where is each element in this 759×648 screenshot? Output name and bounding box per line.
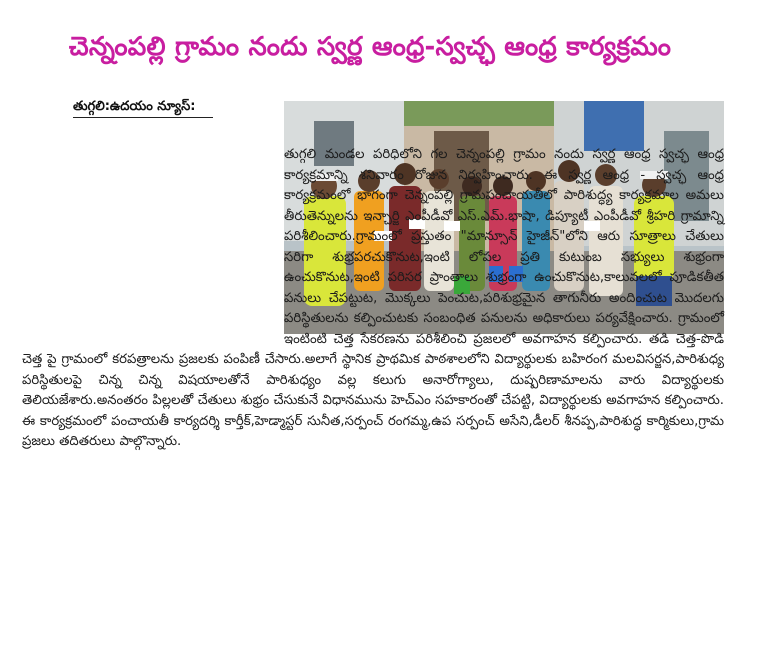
- photo-wrap-space: [22, 145, 276, 335]
- article-text: తుగ్గలి మండల పరిధిలోని గల చెన్నంపల్లి గ్రామం నందు స్వర్ణ ఆంధ్ర స్వచ్ఛ ఆంధ్ర కార్యక్రమాన్ని శనివారం రోజున నిర్వహించారు. ఈ స్వర్ణ ఆంధ్ర - స్వచ్ఛ ఆంధ్ర కార్యక్రమంలో భాగంగా చెన్నంపల్లి గ్రామపంచాయతీలో పారిశుద్ధ్య కార్యక్రమాల అమలు తీరుతెన్నులను ఇన్చార్జి ఎంపీడీవో ఎస్.ఎమ్.భాషా, డిప్యూటీ ఎంపీడీవో శ్రీహరి గ్రామాన్ని పరిశీలించారు.గ్రామంలో ప్రస్తుతం "మాన్సూన్ హైజీన్"లోని ఆరు సూత్రాలు చేతులు సరిగా శుభ్రపరచుకొనుట,ఇంటి లోపల ప్రతి కుటుంబ సభ్యులు శుభ్రంగా ఉంచుకొనుట,ఇంటి పరిసర ప్రాంతాలు శుభ్రంగా ఉంచుకొనుట,కాలువలలో పూడికతీత పనులు చేపట్టుట, మొక్కలు పెంచుట,పరిశుభ్రమైన తాగునీరు అందించుట మొదలగు పరిస్థితులను కల్పించుటకు సంబంధిత పనులను అధికారులు పర్యవేక్షించారు. గ్రామంలో ఇంటింటి చెత్త సేకరణను పరిశీలించి ప్రజలలో అవగాహన కల్పించారు. తడి చెత్త-పొడి చెత్త పై గ్రామంలో కరపత్రాలను ప్రజలకు పంపిణీ చేసారు.అలాగే స్థానిక ప్రాథమిక పాఠశాలలోని విద్యార్థులకు బహిరంగ మలవిసర్జన,పారిశుధ్య పరిస్థితులపై చిన్న చిన్న విషయాలతోనే పారిశుధ్యం వల్ల కలుగు అనారోగ్యాలు, దుష్పరిణామాలను వారు విద్యార్థులకు తెలియజేశారు.అనంతరం పిల్లలతో చేతులు శుభ్రం చేసుకునే విధానమును హెచ్ఎం సహకారంతో చేపట్టి, విద్యార్థులకు అవగాహన కల్పించారు. ఈ కార్యక్రమంలో పంచాయతీ కార్యదర్శి కార్తీక్,హెడ్మాస్టర్ సునీత,సర్పంచ్ రంగమ్మ,ఉప సర్పంచ్ అసేని,డీలర్ శీనప్ప,పారిశుద్ధ కార్మికులు,గ్రామ ప్రజలు తదితరులు పాల్గొన్నారు.: [22, 147, 724, 449]
- headline: చెన్నంపల్లి గ్రామం నందు స్వర్ణ ఆంధ్ర-స్వచ్ఛ ఆంధ్ర కార్యక్రమం: [68, 32, 672, 62]
- byline: తుగ్గలి:ఉదయం న్యూస్:: [73, 99, 196, 114]
- byline-underline: [73, 117, 213, 118]
- adjacent-column-edge: [742, 0, 759, 648]
- article-body: [22, 145, 724, 453]
